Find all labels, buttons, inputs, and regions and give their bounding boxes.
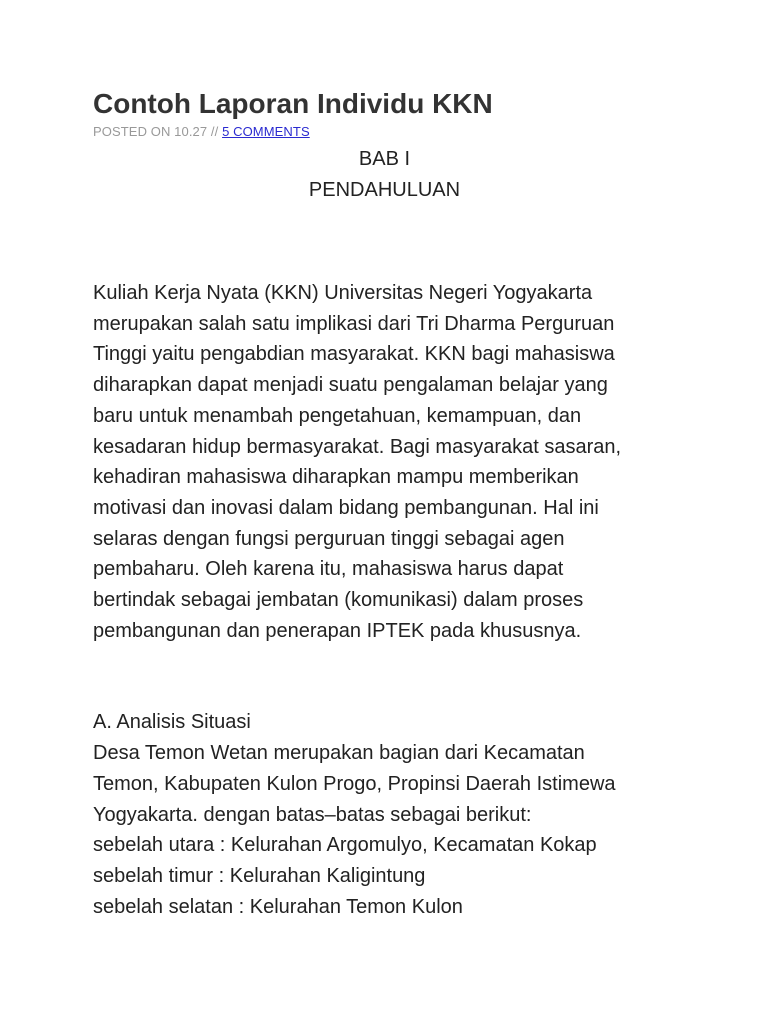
paragraph-line: Tinggi yaitu pengabdian masyarakat. KKN bagi mahasiswa xyxy=(93,343,615,366)
comments-link[interactable]: 5 COMMENTS xyxy=(222,124,310,139)
post-title: Contoh Laporan Individu KKN xyxy=(93,88,493,119)
post-meta xyxy=(93,124,693,140)
paragraph-line: bertindak sebagai jembatan (komunikasi) dalam proses xyxy=(93,589,584,612)
blog-post xyxy=(93,86,693,922)
paragraph-line: selaras dengan fungsi perguruan tinggi sebagai agen xyxy=(93,527,565,550)
section-line: sebelah utara : Kelurahan Argomulyo, Kecamatan Kokap xyxy=(93,834,597,857)
paragraph-line: motivasi dan inovasi dalam bidang pembangunan. Hal ini xyxy=(93,496,599,519)
section-line: sebelah timur : Kelurahan Kaligintung xyxy=(93,864,426,887)
intro-paragraph xyxy=(93,278,693,646)
chapter-heading xyxy=(93,144,676,206)
post-date: POSTED ON 10.27 // xyxy=(93,124,223,139)
paragraph-line: kehadiran mahasiswa diharapkan mampu memberikan xyxy=(93,466,579,489)
section-line: Desa Temon Wetan merupakan bagian dari Kecamatan xyxy=(93,742,585,765)
paragraph-line: pembangunan dan penerapan IPTEK pada khususnya. xyxy=(93,619,582,642)
section-line: sebelah selatan : Kelurahan Temon Kulon xyxy=(93,895,463,918)
chapter-name: PENDAHULUAN xyxy=(308,179,461,201)
paragraph-line: Kuliah Kerja Nyata (KKN) Universitas Negeri Yogyakarta xyxy=(93,282,593,304)
section-line: Temon, Kabupaten Kulon Progo, Propinsi Daerah Istimewa xyxy=(93,772,616,795)
paragraph-line: pembaharu. Oleh karena itu, mahasiswa harus dapat xyxy=(93,558,564,581)
chapter-number: BAB I xyxy=(358,148,411,170)
paragraph-line: merupakan salah satu implikasi dari Tri Dharma Perguruan xyxy=(93,312,615,335)
paragraph-line: diharapkan dapat menjadi suatu pengalaman belajar yang xyxy=(93,374,608,397)
section-line: Yogyakarta. dengan batas–batas sebagai berikut: xyxy=(93,803,532,826)
paragraph-line: baru untuk menambah pengetahuan, kemampuan, dan xyxy=(93,404,582,427)
section-heading: A. Analisis Situasi xyxy=(93,711,251,734)
situation-analysis-section xyxy=(93,707,693,922)
paragraph-line: kesadaran hidup bermasyarakat. Bagi masyarakat sasaran, xyxy=(93,435,622,458)
